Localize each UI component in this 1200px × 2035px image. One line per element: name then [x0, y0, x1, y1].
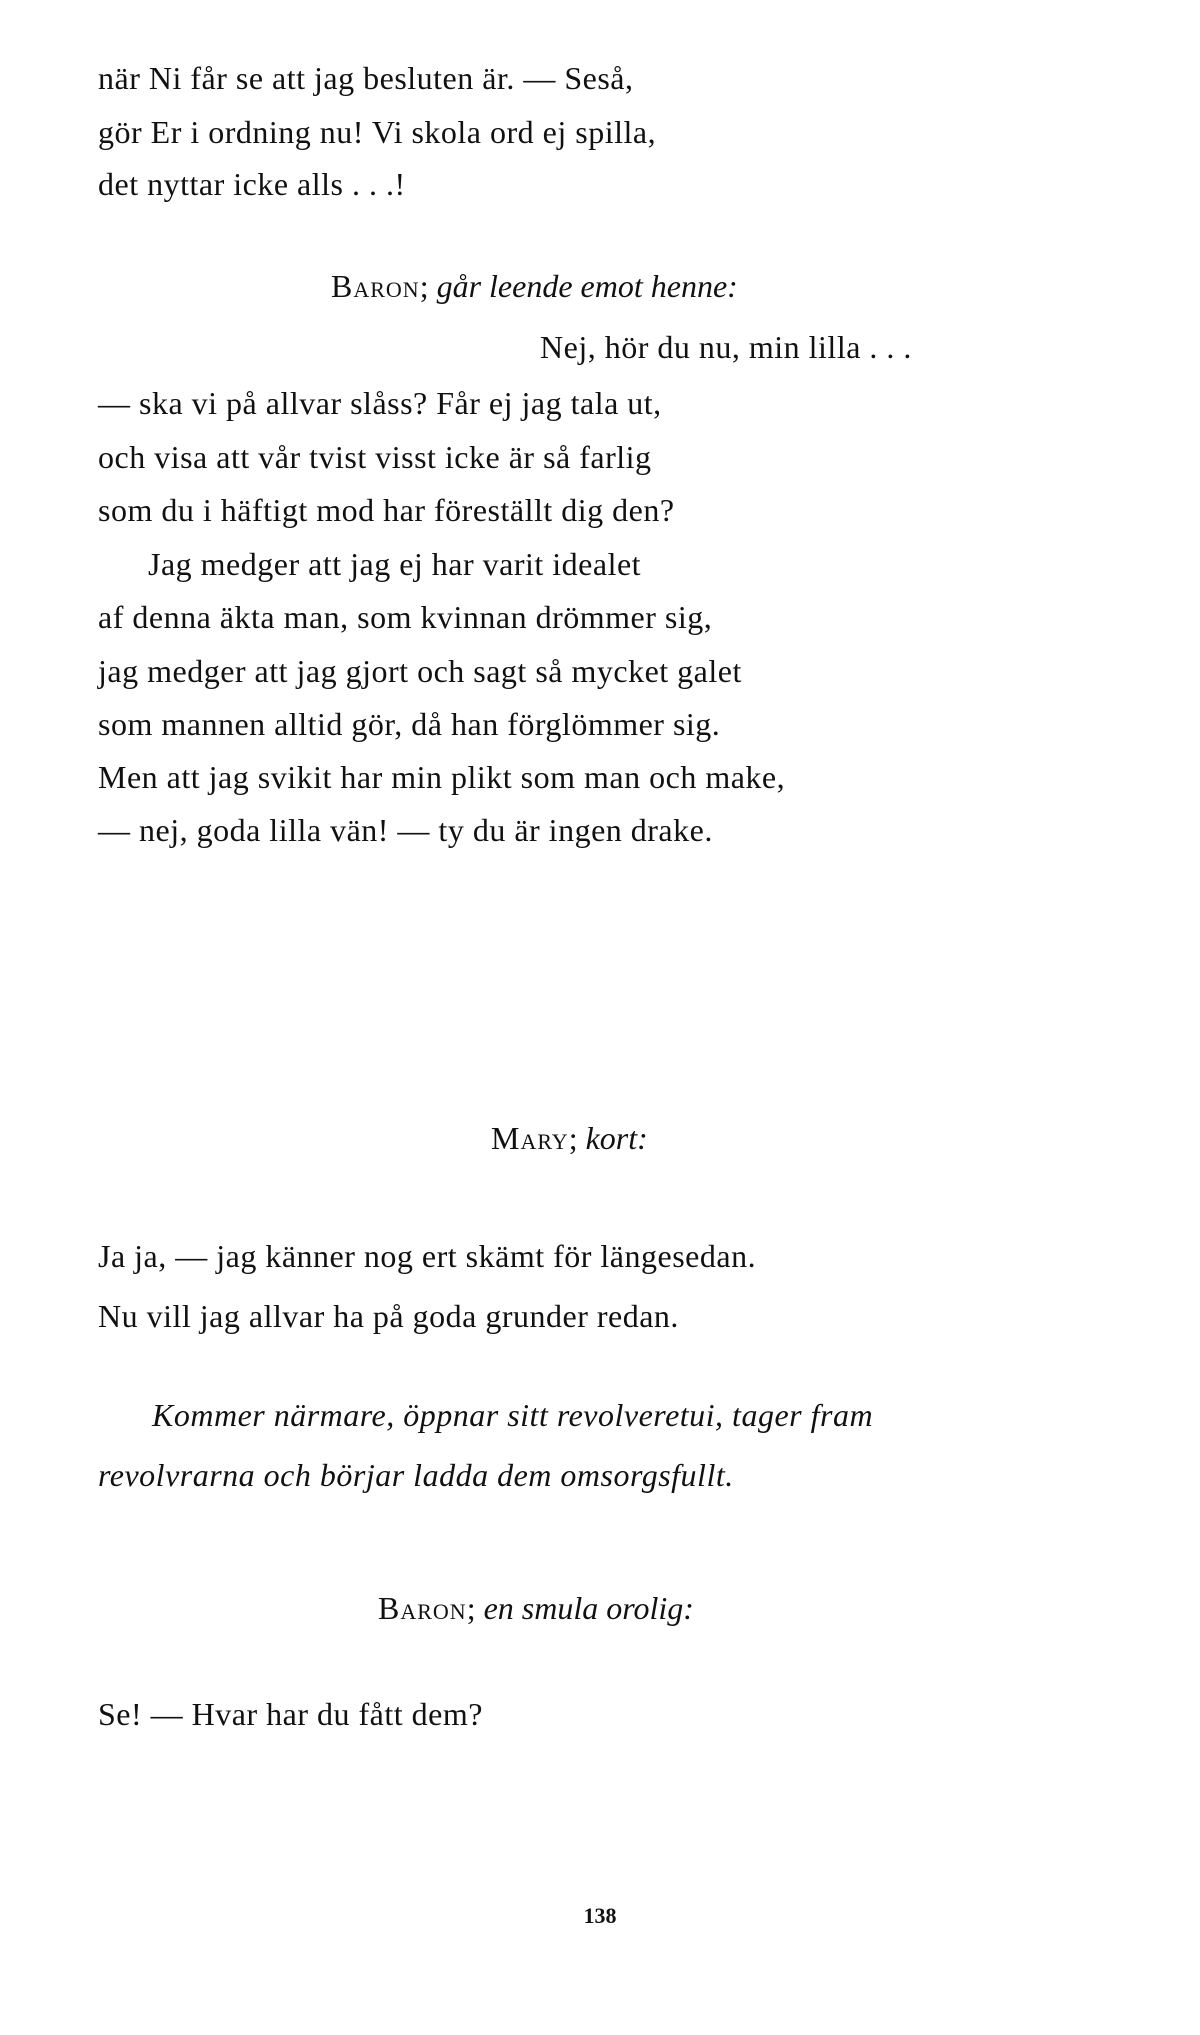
verse-line: Men att jag svikit har min plikt som man och make, — [98, 759, 786, 795]
verse-line: som mannen alltid gör, då han förglömmer sig. — [98, 706, 721, 742]
verse-line: gör Er i ordning nu! Vi skola ord ej spilla, — [98, 114, 657, 150]
speaker-cue: Baron; går leende emot henne: — [331, 268, 738, 304]
verse-line: när Ni får se att jag besluten är. — Seså, — [98, 60, 634, 96]
verse-line: jag medger att jag gjort och sagt så mycket galet — [98, 653, 742, 689]
stage-direction-line: Kommer närmare, öppnar sitt revolveretui, tager fram — [152, 1397, 874, 1433]
speaker-name: Baron — [331, 268, 420, 304]
page-number: 138 — [583, 1903, 617, 1928]
verse-line: Nej, hör du nu, min lilla . . . — [540, 329, 912, 365]
verse-line: af denna äkta man, som kvinnan drömmer sig, — [98, 599, 713, 635]
speaker-direction: en smula orolig: — [483, 1590, 694, 1626]
verse-line: — ska vi på allvar slåss? Får ej jag tala ut, — [98, 385, 662, 421]
verse-line: Ja ja, — jag känner nog ert skämt för längesedan. — [98, 1238, 757, 1274]
speaker-name: Baron — [378, 1590, 467, 1626]
verse-line: Jag medger att jag ej har varit idealet — [148, 546, 642, 582]
speaker-direction: går leende emot henne: — [436, 268, 738, 304]
speaker-cue: Baron; en smula orolig: — [378, 1590, 694, 1626]
speaker-direction: kort: — [585, 1120, 648, 1156]
verse-line: det nyttar icke alls . . .! — [98, 166, 406, 202]
verse-line: Nu vill jag allvar ha på goda grunder redan. — [98, 1298, 679, 1334]
verse-line: — nej, goda lilla vän! — ty du är ingen drake. — [98, 812, 713, 848]
verse-line: Se! — Hvar har du fått dem? — [98, 1696, 483, 1732]
speaker-cue: Mary; kort: — [491, 1120, 648, 1156]
verse-line: och visa att vår tvist visst icke är så farlig — [98, 439, 652, 475]
speaker-name: Mary — [491, 1120, 569, 1156]
stage-direction-line: revolvrarna och börjar ladda dem omsorgsfullt. — [98, 1457, 734, 1493]
verse-line: som du i häftigt mod har föreställt dig den? — [98, 492, 675, 528]
